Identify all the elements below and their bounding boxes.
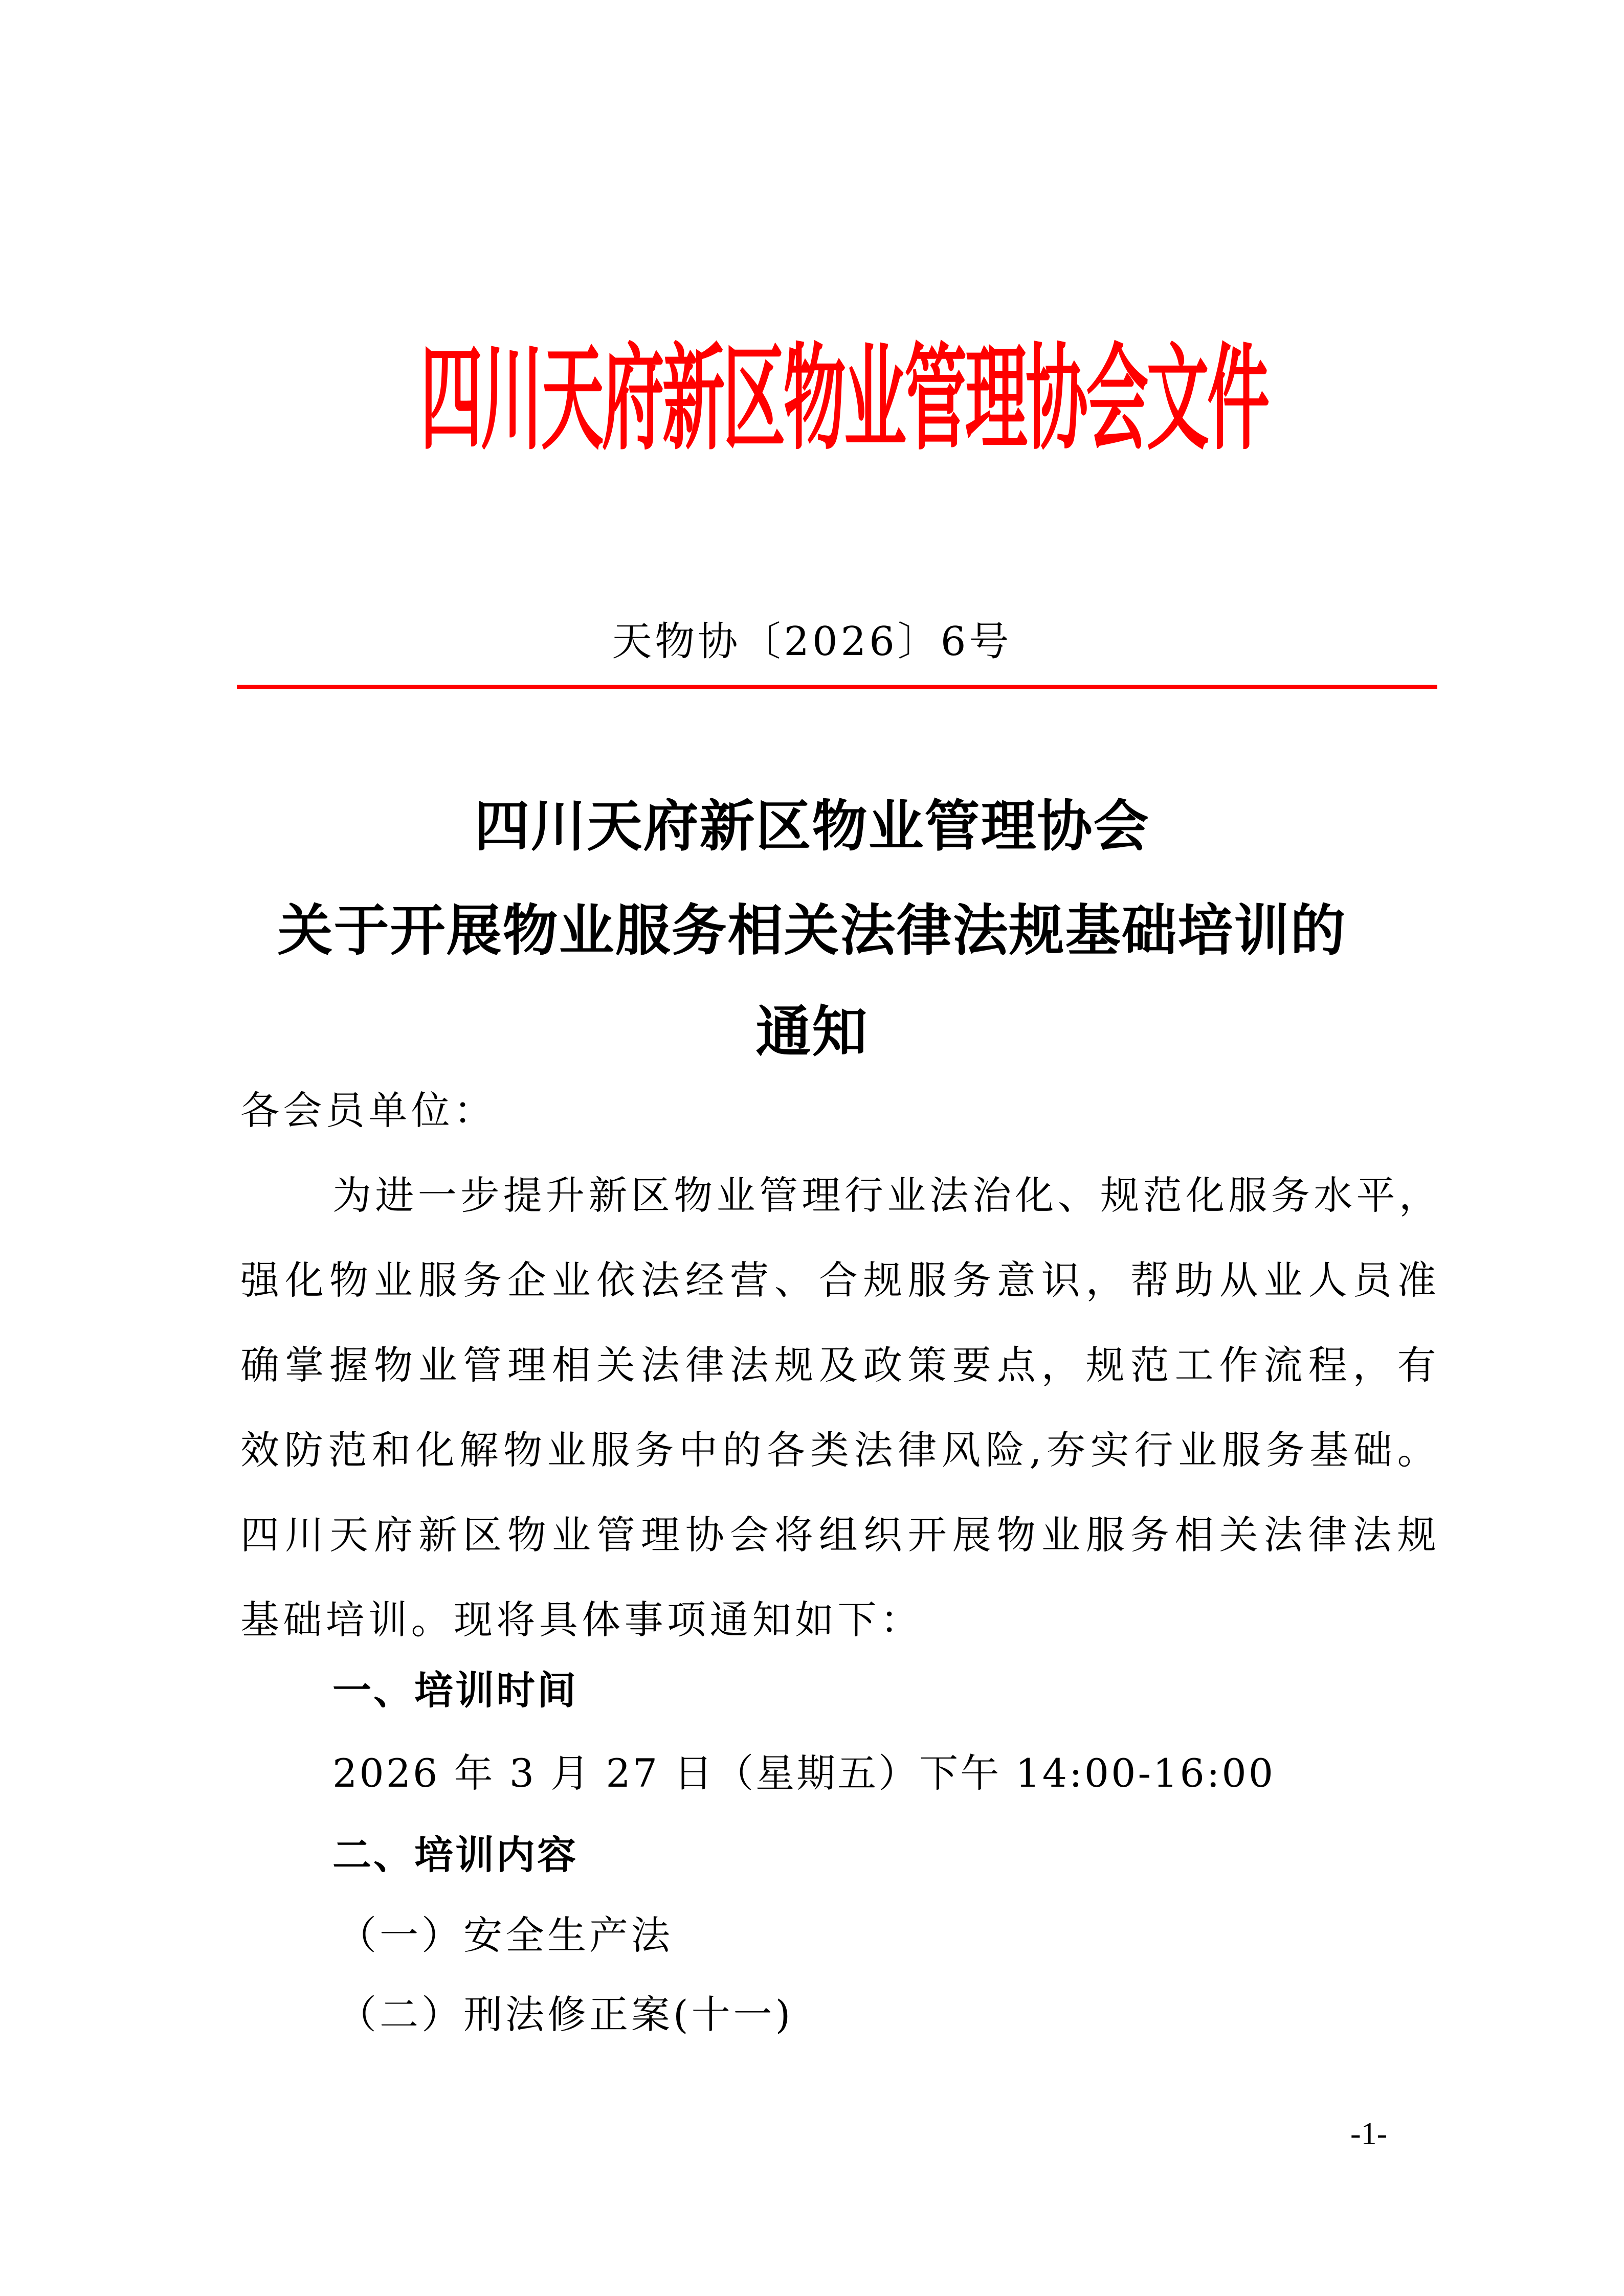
content-item: （二）刑法修正案(十一) xyxy=(338,1992,794,2037)
document-title-line-2: 关于开展物业服务相关法律法规基础培训的 xyxy=(277,898,1347,963)
document-title-line-3: 通知 xyxy=(755,1000,869,1064)
masthead-title: 四川天府新区物业管理协会文件 xyxy=(420,331,1268,466)
training-time: 2026 年 3 月 27 日（星期五）下午 14:00-16:00 xyxy=(332,1750,1276,1796)
intro-line: 为进一步提升新区物业管理行业法治化、规范化服务水平， xyxy=(332,1173,1442,1218)
section-heading-time: 一、培训时间 xyxy=(332,1668,578,1713)
red-divider xyxy=(237,685,1437,689)
intro-line: 效防范和化解物业服务中的各类法律风险,夯实行业服务基础。 xyxy=(240,1427,1440,1473)
intro-line: 确掌握物业管理相关法律法规及政策要点，规范工作流程，有 xyxy=(240,1342,1440,1388)
document-title-line-1: 四川天府新区物业管理协会 xyxy=(474,794,1150,859)
intro-line: 强化物业服务企业依法经营、合规服务意识，帮助从业人员准 xyxy=(240,1257,1440,1303)
page-number: -1- xyxy=(1350,2117,1388,2151)
salutation: 各会员单位： xyxy=(240,1088,497,1133)
intro-line: 基础培训。现将具体事项通知如下： xyxy=(240,1597,923,1642)
intro-line: 四川天府新区物业管理协会将组织开展物业服务相关法律法规 xyxy=(240,1512,1440,1558)
section-heading-content: 二、培训内容 xyxy=(332,1832,578,1878)
document-number: 天物协〔2026〕6号 xyxy=(612,619,1012,665)
masthead xyxy=(327,327,1361,470)
content-item: （一）安全生产法 xyxy=(338,1912,673,1958)
